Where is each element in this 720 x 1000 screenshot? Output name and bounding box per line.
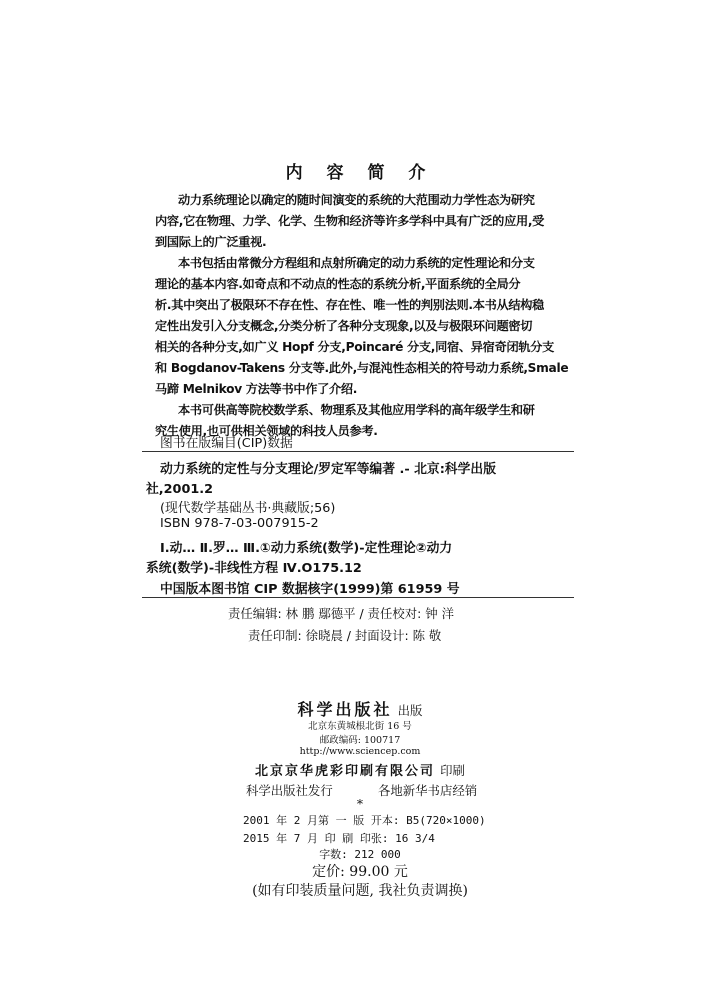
credits-production: 责任印制: 徐晓晨 / 封面设计: 陈 敬 <box>248 628 442 643</box>
summary-line: 理论的基本内容.如奇点和不动点的性态的系统分析,平面系统的全局分 <box>155 277 521 291</box>
summary-line: 定性出发引入分支概念,分类分析了各种分支现象,以及与极限环问题密切 <box>155 319 533 333</box>
cip-heading: 图书在版编目(CIP)数据 <box>160 436 293 451</box>
summary-line: 相关的各种分支,如广义 Hopf 分支,Poincaré 分支,同宿、异宿奇闭轨分支 <box>155 340 555 354</box>
summary-line: 马蹄 Melnikov 方法等书中作了介绍. <box>155 382 358 396</box>
price: 定价: 99.00 元 <box>312 864 408 880</box>
printing-line: 2015 年 7 月 印 刷 印张: 16 3/4 <box>243 832 435 845</box>
word-count: 字数: 212 000 <box>319 848 401 861</box>
page-title: 内 容 简 介 <box>285 163 435 183</box>
publisher-line <box>0 697 720 720</box>
summary-line: 动力系统理论以确定的随时间演变的系统的大范围动力学性态为研究 <box>178 193 535 207</box>
edition-line: 2001 年 2 月第 一 版 开本: B5(720×1000) <box>243 814 486 827</box>
cip-line: 系统(数学)-非线性方程 Ⅳ.O175.12 <box>146 561 362 576</box>
publisher-url: http://www.sciencep.com <box>299 746 421 757</box>
summary-line: 究生使用,也可供相关领域的科技人员参考. <box>155 424 378 438</box>
summary-line: 到国际上的广泛重视. <box>155 235 267 249</box>
separator-star: * <box>356 796 364 811</box>
cip-line: 动力系统的定性与分支理论/罗定军等编著 .- 北京:科学出版 <box>160 462 496 477</box>
cip-line: (现代数学基础丛书·典藏版;56) <box>160 501 336 516</box>
cip-footer: 中国版本图书馆 CIP 数据核字(1999)第 61959 号 <box>160 582 460 597</box>
printer-line <box>0 760 720 779</box>
distribution-seller: 各地新华书店经销 <box>378 783 478 798</box>
publisher-name: 科学出版社 <box>297 700 393 719</box>
printer-suffix: 印刷 <box>440 763 465 778</box>
summary-line: 和 Bogdanov-Takens 分支等.此外,与混沌性态相关的符号动力系统,Smale <box>155 361 569 375</box>
summary-line: 本书可供高等院校数学系、物理系及其他应用学科的高年级学生和研 <box>178 403 535 417</box>
publisher-suffix: 出版 <box>397 703 423 718</box>
cip-line: ISBN 978-7-03-007915-2 <box>160 516 319 531</box>
quality-notice: (如有印装质量问题, 我社负责调换) <box>252 883 468 899</box>
summary-line: 内容,它在物理、力学、化学、生物和经济等许多学科中具有广泛的应用,受 <box>155 214 545 228</box>
distribution-issuer: 科学出版社发行 <box>246 783 333 798</box>
summary-line: 析.其中突出了极限环不存在性、存在性、唯一性的判别法则.本书从结构稳 <box>155 298 545 312</box>
printer-name: 北京京华虎彩印刷有限公司 <box>255 764 436 779</box>
cip-line: Ⅰ.动… Ⅱ.罗… Ⅲ.①动力系统(数学)-定性理论②动力 <box>160 541 453 556</box>
cip-line: 社,2001.2 <box>146 482 214 497</box>
cip-divider-top <box>142 451 574 452</box>
credits-editors: 责任编辑: 林 鹏 鄢德平 / 责任校对: 钟 洋 <box>228 606 454 621</box>
summary-line: 本书包括由常微分方程组和点射所确定的动力系统的定性理论和分支 <box>178 256 535 270</box>
publisher-postcode: 邮政编码: 100717 <box>319 735 401 746</box>
cip-divider-bottom <box>142 597 574 598</box>
publisher-address: 北京东黄城根北街 16 号 <box>308 721 412 732</box>
